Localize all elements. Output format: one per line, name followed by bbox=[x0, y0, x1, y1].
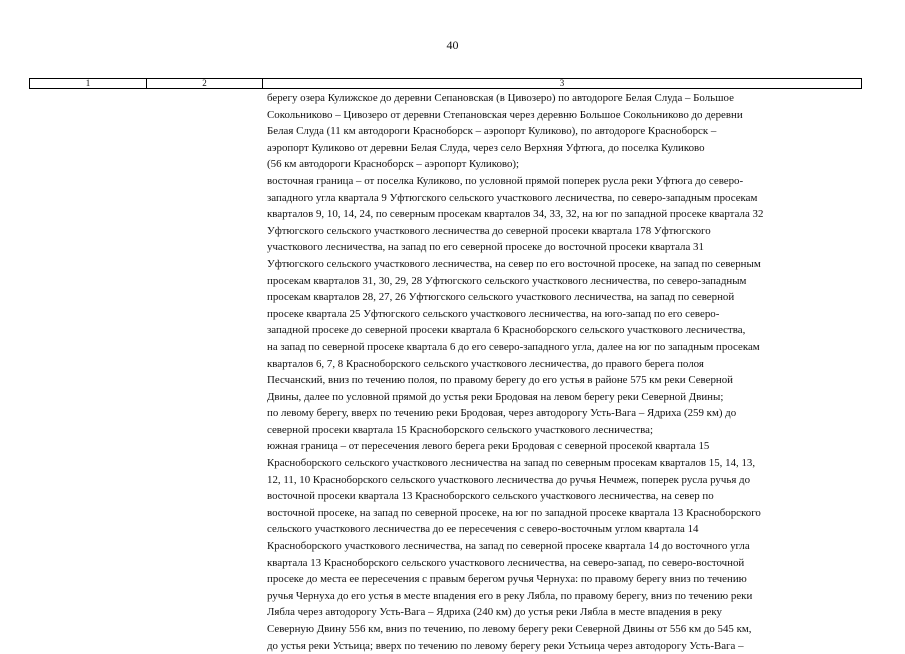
text-line: до устья реки Устьица; вверх по течению по левому берегу реки Устьица через автодорогу Усть-Вага – bbox=[267, 639, 744, 652]
table-header-col-1: 1 bbox=[30, 79, 147, 88]
table-header-col-2: 2 bbox=[147, 79, 263, 88]
page-number: 40 bbox=[446, 38, 459, 52]
text-line: 12, 11, 10 Красноборского сельского участкового лесничества до ручья Нечмеж, поперек русла ручья до bbox=[267, 473, 751, 486]
text-line: Красноборского участкового лесничества, на запад по северной просеке квартала 14 до восточного угла bbox=[267, 540, 750, 553]
table-header-col-3: 3 bbox=[559, 78, 565, 88]
text-line: Уфтюгского сельского участкового лесничества до северной просеки квартала 178 Уфтюгского bbox=[267, 224, 711, 237]
text-line: кварталов 6, 7, 8 Красноборского сельского участкового лесничества, до правого берега полоя bbox=[267, 357, 704, 370]
text-line: кварталов 9, 10, 14, 24, по северным просекам кварталов 34, 33, 32, на юг по западной просеке квартала 32 bbox=[267, 208, 764, 221]
text-line: просекам кварталов 31, 30, 29, 28 Уфтюгского сельского участкового лесничества, по северо-западным bbox=[267, 274, 747, 287]
text-line: просеке до места ее пересечения с правым берегом ручья Чернуха: по правому берегу вниз по течению bbox=[267, 573, 747, 586]
text-line: по левому берегу, вверх по течению реки Бродовая, через автодорогу Усть-Вага – Ядриха (259 км) до bbox=[267, 407, 737, 420]
text-line: Белая Слуда (11 км автодороги Красноборск – аэропорт Куликово), по автодороге Красноборск – bbox=[267, 125, 717, 138]
text-line: аэропорт Куликово от деревни Белая Слуда, через село Верхняя Уфтюга, до поселка Куликово bbox=[267, 141, 705, 154]
text-line: Северную Двину 556 км, вниз по течению, по левому берегу реки Северной Двины от 556 км до 545 км, bbox=[267, 623, 752, 635]
text-line: Лябла через автодорогу Усть-Вага – Ядриха (240 км) до устья реки Лябла в месте впадения в реку bbox=[267, 606, 722, 619]
text-line: берегу озера Кулижское до деревни Сепановская (в Цивозеро) по автодороге Белая Слуда – Большое bbox=[267, 92, 734, 104]
text-line: западного угла квартала 9 Уфтюгского сельского участкового лесничества, по северо-западным просекам bbox=[267, 191, 758, 204]
text-line: южная граница – от пересечения левого берега реки Бродовая с северной просекой квартала 15 bbox=[267, 440, 710, 453]
text-line: (56 км автодороги Красноборск – аэропорт Куликово); bbox=[267, 158, 520, 171]
text-line: квартала 13 Красноборского сельского участкового лесничества, на северо-запад, по северо-восточной bbox=[267, 556, 745, 569]
text-line: Сокольниково – Цивозеро от деревни Степановская через деревню Большое Сокольниково до деревни bbox=[267, 108, 743, 121]
text-line: восточной просеке, на запад по северной просеке, на юг по западной просеке квартала 13 Красноборского bbox=[267, 506, 761, 519]
text-line: участкового лесничества, на запад по его северной просеке до восточной просеки квартала 31 bbox=[267, 241, 704, 254]
text-line: восточной просеки квартала 13 Красноборского сельского участкового лесничества, на север по bbox=[267, 490, 714, 503]
text-line: на запад по северной просеке квартала 6 до его северо-западного угла, далее на юг по западным просекам bbox=[267, 340, 760, 353]
text-line: Песчанский, вниз по течению полоя, по правому берегу до его устья в районе 575 км реки Северной bbox=[267, 374, 734, 387]
table-header-row bbox=[29, 78, 862, 89]
boundary-description-text bbox=[267, 90, 867, 654]
text-line: сельского участкового лесничества до ее пересечения с северо-восточным углом квартала 14 bbox=[267, 523, 699, 536]
text-line: просекам кварталов 28, 27, 26 Уфтюгского сельского участкового лесничества, на запад по северной bbox=[267, 291, 735, 304]
text-line: Красноборского сельского участкового лесничества на запад по северным просекам кварталов 15, 14, 13, bbox=[267, 457, 756, 470]
text-line: западной просеке до северной просеки квартала 6 Красноборского сельского участкового лесничества, bbox=[267, 324, 746, 337]
text-line: Двины, далее по условной прямой до устья реки Бродовая на левом берегу реки Северной Двины; bbox=[267, 390, 724, 403]
text-line: просеке квартала 25 Уфтюгского сельского участкового лесничества, на юго-запад по его северо- bbox=[267, 307, 720, 320]
text-line: Уфтюгского сельского участкового лесничества, на север по его восточной просеке, на запад по северным bbox=[267, 257, 761, 270]
text-line: восточная граница – от поселка Куликово, по условной прямой поперек русла реки Уфтюга до северо- bbox=[267, 174, 744, 187]
text-line: ручья Чернуха до его устья в месте впадения его в реку Лябла, по правому берегу, вниз по течению реки bbox=[267, 589, 753, 602]
text-line: северной просеки квартала 15 Красноборского сельского участкового лесничества; bbox=[267, 423, 653, 436]
